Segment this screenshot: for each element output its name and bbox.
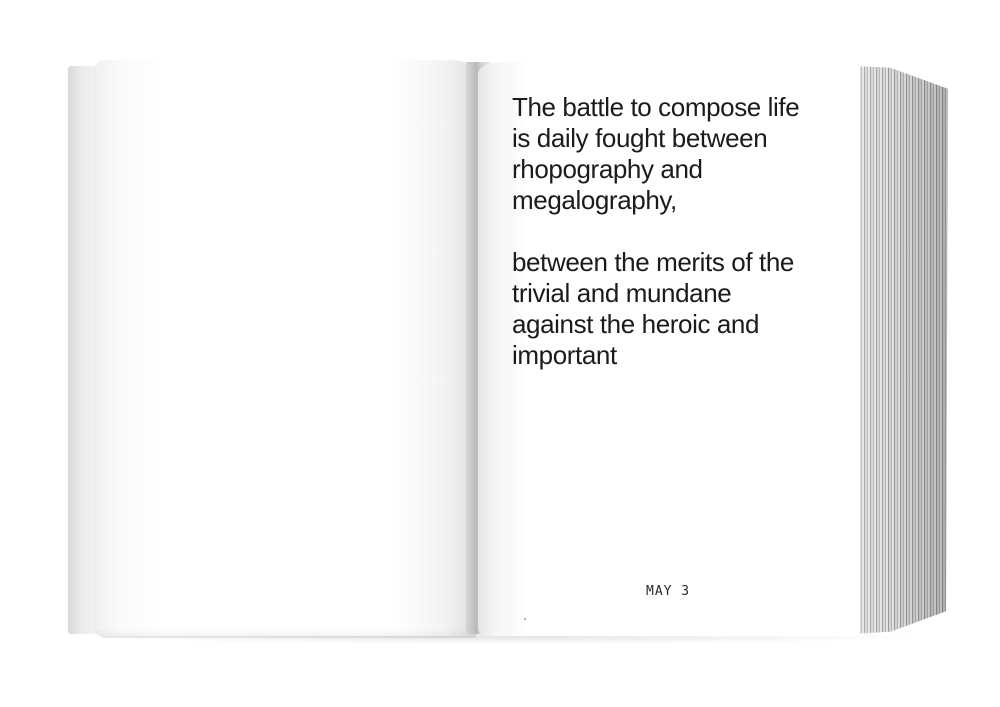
right-page	[478, 62, 860, 636]
right-page-edges-shade	[852, 66, 948, 634]
page-text	[512, 92, 852, 371]
page-date-footer: MAY 3	[646, 584, 691, 599]
paragraph-1: The battle to compose life is daily fought between rhopography and megalography,	[512, 92, 800, 215]
paragraph-2: between the merits of the trivial and mundane against the heroic and important	[512, 247, 794, 370]
left-page	[96, 60, 476, 636]
paper-speck	[524, 618, 526, 620]
